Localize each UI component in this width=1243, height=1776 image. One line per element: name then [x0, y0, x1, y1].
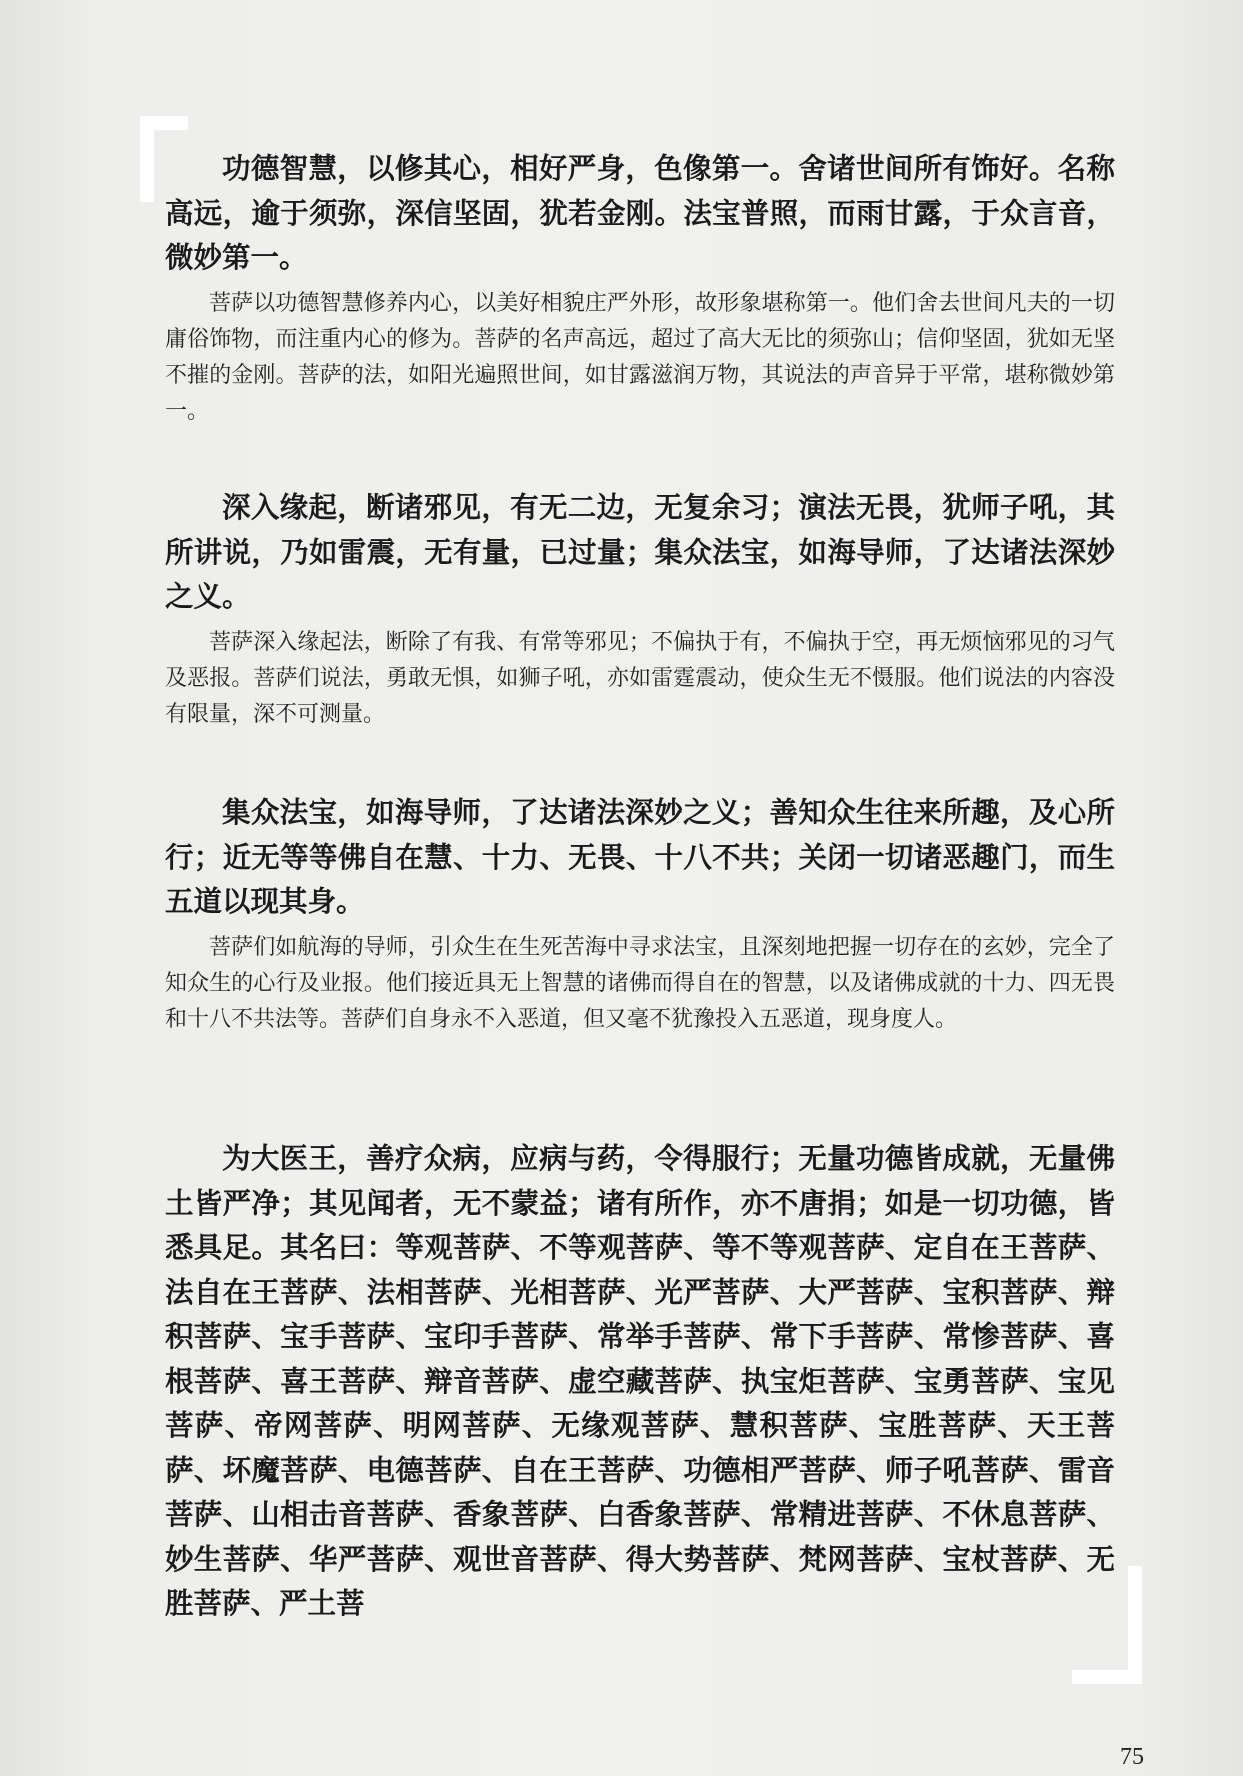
passage-2 — [165, 485, 1115, 733]
translation-text: 菩萨深入缘起法，断除了有我、有常等邪见；不偏执于有，不偏执于空，再无烦恼邪见的习气及恶报。菩萨们说法，勇敢无惧，如狮子吼，亦如雷霆震动，使众生无不慑服。他们说法的内容没有限量，深不可测量。 — [165, 629, 1115, 727]
passage-4 — [165, 1136, 1115, 1626]
scripture-text: 为大医王，善疗众病，应病与药，令得服行；无量功德皆成就，无量佛土皆严净；其见闻者，无不蒙益；诸有所作，亦不唐捐；如是一切功德，皆悉具足。其名曰：等观菩萨、不等观菩萨、等不等观菩萨、定自在王菩萨、法自在王菩萨、法相菩萨、光相菩萨、光严菩萨、大严菩萨、宝积菩萨、辩积菩萨、宝手菩萨、宝印手菩萨、常举手菩萨、常下手菩萨、常惨菩萨、喜根菩萨、喜王菩萨、辩音菩萨、虚空藏菩萨、执宝炬菩萨、宝勇菩萨、宝见菩萨、帝网菩萨、明网菩萨、无缘观菩萨、慧积菩萨、宝胜菩萨、天王菩萨、坏魔菩萨、电德菩萨、自在王菩萨、功德相严菩萨、师子吼菩萨、雷音菩萨、山相击音菩萨、香象菩萨、白香象菩萨、常精进菩萨、不休息菩萨、妙生菩萨、华严菩萨、观世音菩萨、得大势菩萨、梵网菩萨、宝杖菩萨、无胜菩萨、严土菩 — [165, 1141, 1115, 1620]
passage-3 — [165, 790, 1115, 1038]
scripture-text: 功德智慧，以修其心，相好严身，色像第一。舍诸世间所有饰好。名称高远，逾于须弥，深信坚固，犹若金刚。法宝普照，而雨甘露，于众言音，微妙第一。 — [165, 151, 1115, 274]
page-number: 75 — [1120, 1744, 1144, 1770]
scripture-text: 集众法宝，如海导师，了达诸法深妙之义；善知众生往来所趣，及心所行；近无等等佛自在慧、十力、无畏、十八不共；关闭一切诸恶趣门，而生五道以现其身。 — [165, 795, 1115, 918]
passage-1 — [165, 146, 1115, 430]
scripture-text: 深入缘起，断诸邪见，有无二边，无复余习；演法无畏，犹师子吼，其所讲说，乃如雷震，无有量，已过量；集众法宝，如海导师，了达诸法深妙之义。 — [165, 490, 1115, 613]
translation-text: 菩萨以功德智慧修养内心，以美好相貌庄严外形，故形象堪称第一。他们舍去世间凡夫的一切庸俗饰物，而注重内心的修为。菩萨的名声高远，超过了高大无比的须弥山；信仰坚固，犹如无坚不摧的金刚。菩萨的法，如阳光遍照世间，如甘露滋润万物，其说法的声音异于平常，堪称微妙第一。 — [165, 290, 1115, 424]
translation-text: 菩萨们如航海的导师，引众生在生死苦海中寻求法宝，且深刻地把握一切存在的玄妙，完全了知众生的心行及业报。他们接近具无上智慧的诸佛而得自在的智慧，以及诸佛成就的十力、四无畏和十八不共法等。菩萨们自身永不入恶道，但又毫不犹豫投入五恶道，现身度人。 — [165, 934, 1115, 1032]
